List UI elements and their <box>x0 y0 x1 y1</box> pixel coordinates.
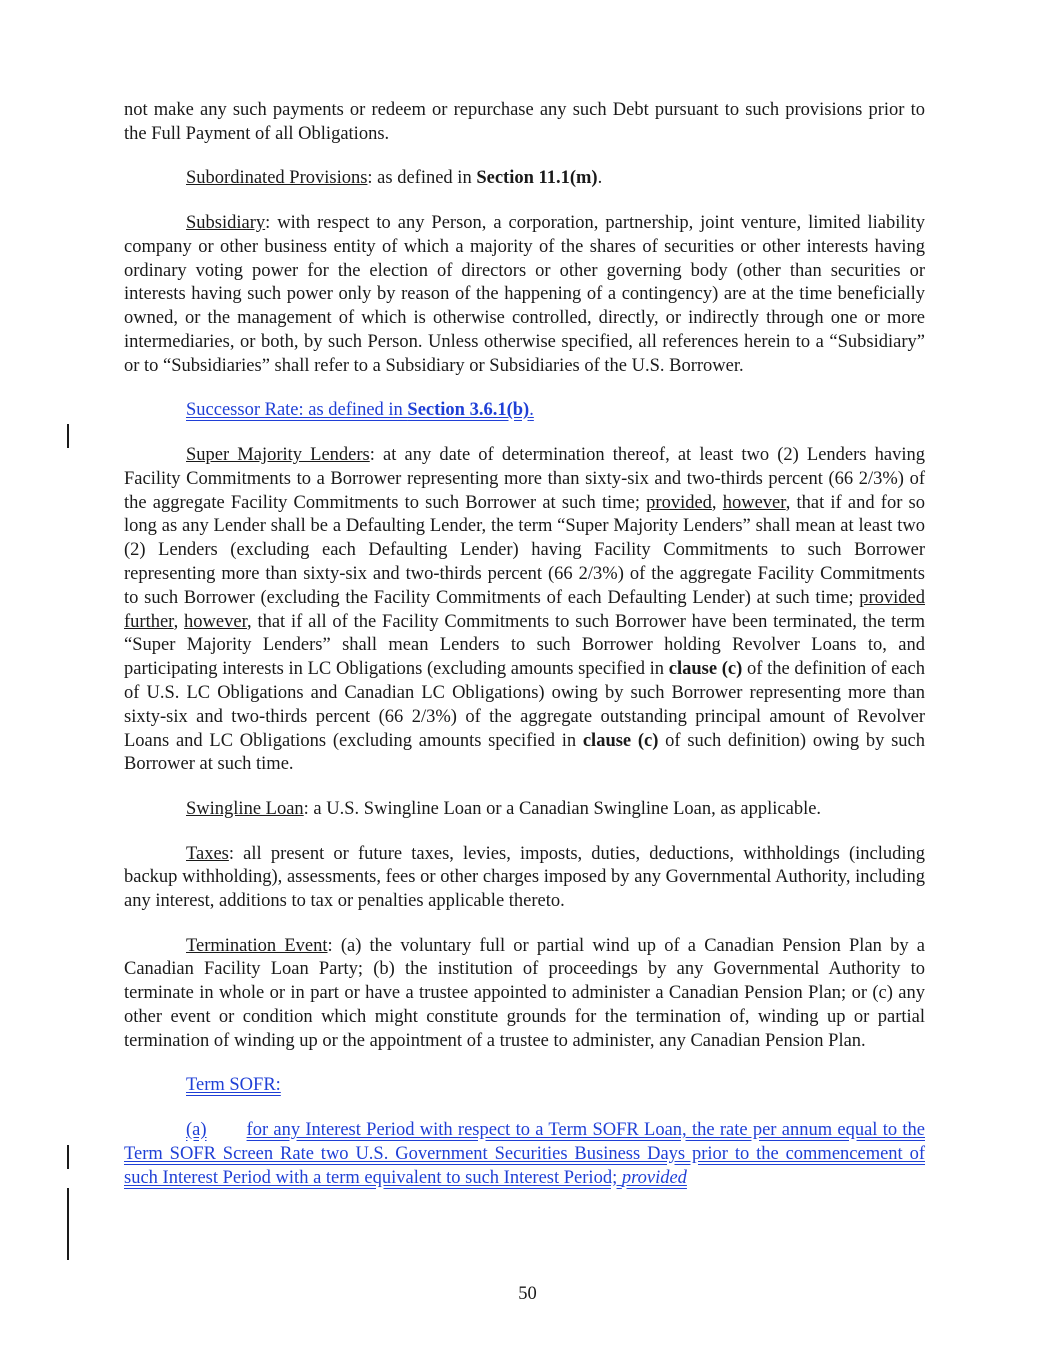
clause-label: (a) <box>186 1120 207 1141</box>
section-reference: Section 3.6.1(b) <box>407 400 530 421</box>
defined-term: Termination Event <box>186 935 328 956</box>
definition-taxes: Taxes: all present or future taxes, levies, imposts, duties, deductions, withholdings (including backup withholding), assessments, fees or other charges imposed by any Governmental Authority, including any interest, additions to tax or penalties applicable thereto. <box>124 843 925 912</box>
definition-termination-event: Termination Event: (a) the voluntary full or partial wind up of a Canadian Pension Plan by a Canadian Facility Loan Party; (b) the institution of proceedings by any Governmental Authority to terminate in whole or in part or have a trustee appointed to administer a Canadian Pension Plan; or (c) any other event or condition which might constitute grounds for the termination of, winding up or partial termination of winding up or the appointment of a trustee to administer, any Canadian Pension Plan. <box>124 935 925 1051</box>
inserted-text: Term SOFR: <box>186 1075 281 1096</box>
clause-reference: clause (c) <box>582 730 659 751</box>
inserted-text: (a) for any Interest Period with respect to a Term SOFR Loan, the rate per annum equal to the Term SOFR Screen Rate two U.S. Government Securities Business Days prior to the commencement of such Interest Period with a term equivalent to such Interest Period; provided <box>124 1120 925 1188</box>
document-body <box>124 99 925 1211</box>
defined-term: Subordinated Provisions <box>186 168 368 189</box>
paragraph-continuation: not make any such payments or redeem or repurchase any such Debt pursuant to such provisions prior to the Full Payment of all Obligations. <box>124 100 925 144</box>
defined-term: Subsidiary <box>186 212 266 233</box>
defined-term: Taxes <box>186 843 229 864</box>
clause-reference: clause (c) <box>668 659 743 680</box>
defined-term: Super Majority Lenders <box>186 444 370 465</box>
definition-super-majority-lenders: Super Majority Lenders: at any date of determination thereof, at least two (2) Lenders having Facility Commitments to a Borrower representing more than sixty-six and two-thirds percent (66 2/3%) of the aggregate Facility Commitments to such Borrower at such time; provided, however, that if and for so long as any Lender shall be a Defaulting Lender, the term “Super Majority Lenders” shall mean at least two (2) Lenders (excluding each Defaulting Lender) having Facility Commitments to such Borrower representing more than sixty-six and two-thirds percent (66 2/3%) of the aggregate Facility Commitments to such Borrower (excluding the Facility Commitments of each Defaulting Lender) at such time; provided further, however, that if all of the Facility Commitments to such Borrower have been terminated, the term “Super Majority Lenders” shall mean Lenders to such Borrower holding Revolver Loans to, and participating interests in LC Obligations (excluding amounts specified in clause (c) of the definition of each of U.S. LC Obligations and Canadian LC Obligations) owing by such Borrower representing more than sixty-six and two-thirds percent (66 2/3%) of the aggregate outstanding principal amount of Revolver Loans and LC Obligations (excluding amounts specified in clause (c) of such definition) owing by such Borrower at such time. <box>124 444 926 775</box>
definition-subordinated-provisions: Subordinated Provisions: as defined in Section 11.1(m). <box>186 168 603 189</box>
definition-successor-rate <box>124 399 925 423</box>
page-number: 50 <box>518 1284 537 1304</box>
definition-swingline-loan: Swingline Loan: a U.S. Swingline Loan or a Canadian Swingline Loan, as applicable. <box>186 798 822 819</box>
change-bar <box>67 1145 69 1169</box>
section-reference: Section 11.1(m) <box>476 168 598 189</box>
term-sofr-clause-a <box>124 1119 925 1190</box>
change-bar <box>67 1188 69 1260</box>
change-bar <box>67 424 69 448</box>
defined-term: Swingline Loan <box>186 798 304 819</box>
definition-subsidiary: Subsidiary: with respect to any Person, a corporation, partnership, joint venture, limited liability company or other business entity of which a majority of the shares of securities or other interests having ordinary voting power for the election of directors or other governing body (other than securities or interests having such power only by reason of the happening of a contingency) are at the time beneficially owned, or the management of which is otherwise controlled, directly, or indirectly through one or more intermediaries, or both, by such Person. Unless otherwise specified, all references herein to a “Subsidiary” or to “Subsidiaries” shall refer to a Subsidiary or Subsidiaries of the U.S. Borrower. <box>124 212 925 376</box>
definition-term-sofr <box>124 1074 925 1098</box>
inserted-text: Successor Rate: as defined in Section 3.6.1(b). <box>186 400 534 421</box>
